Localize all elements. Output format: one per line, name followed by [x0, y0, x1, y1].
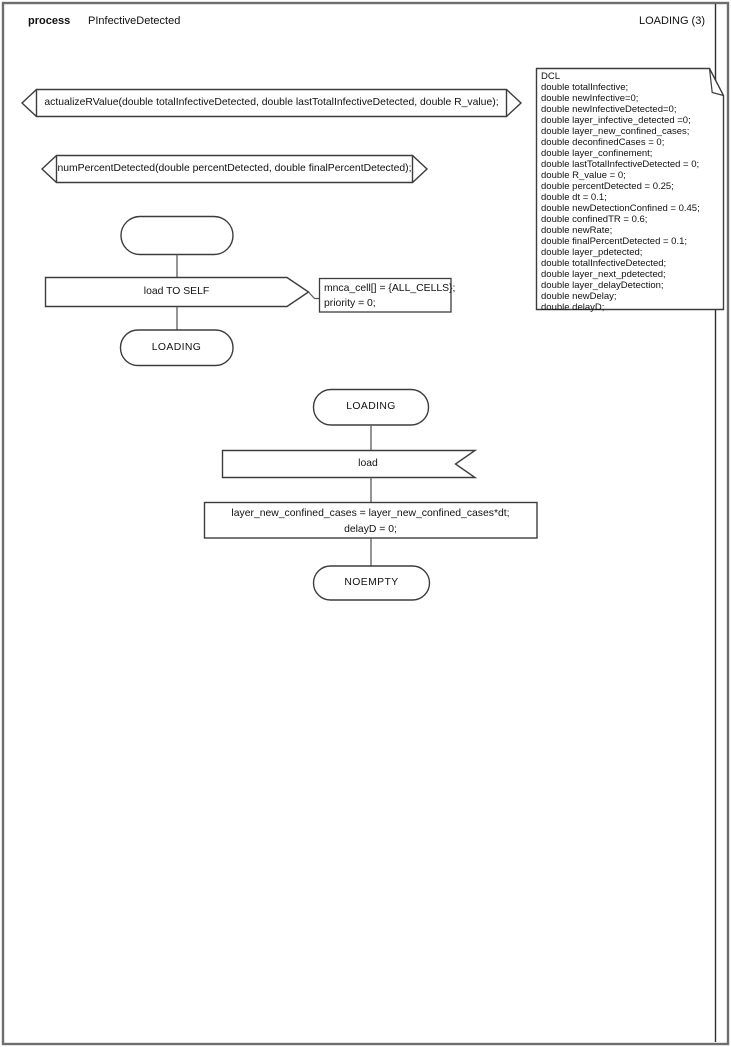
task-line: layer_new_confined_cases = layer_new_confined_cases*dt; — [231, 508, 510, 519]
dcl-line: double totalInfective; — [541, 82, 629, 93]
dcl-line: double dt = 0.1; — [541, 192, 607, 203]
nextstate-label: NOEMPTY — [344, 577, 399, 588]
start-state-symbol[interactable] — [121, 217, 233, 255]
dcl-line: double layer_new_confined_cases; — [541, 126, 690, 137]
dcl-line: double layer_delayDetection; — [541, 280, 664, 291]
dcl-line: double totalInfectiveDetected; — [541, 258, 667, 269]
output-label: load TO SELF — [143, 286, 210, 297]
dcl-line: double finalPercentDetected = 0.1; — [541, 236, 688, 247]
dcl-line: DCL — [541, 71, 561, 82]
process-name: PInfectiveDetected — [88, 15, 181, 27]
dcl-line: double newRate; — [541, 225, 613, 236]
dcl-line: double newDelay; — [541, 291, 617, 302]
dcl-line: double R_value = 0; — [541, 170, 626, 181]
task-line: delayD = 0; — [344, 523, 397, 535]
dcl-line: double newInfective=0; — [541, 93, 639, 104]
comment-line: priority = 0; — [324, 298, 376, 309]
procedure-label: actualizeRValue(double totalInfectiveDetected, double lastTotalInfectiveDetected, double R_value); — [44, 96, 499, 108]
dcl-line: double layer_infective_detected =0; — [541, 115, 691, 126]
dcl-line: double deconfinedCases = 0; — [541, 137, 665, 148]
dcl-line: double layer_next_pdetected; — [541, 269, 666, 280]
dcl-line: double layer_confinement; — [541, 148, 653, 159]
process-keyword: process — [28, 15, 71, 27]
dcl-line: double lastTotalInfectiveDetected = 0; — [541, 159, 700, 170]
task-text — [204, 506, 537, 537]
dcl-line: double newDetectionConfined = 0.45; — [541, 203, 700, 214]
dcl-line: double layer_pdetected; — [541, 247, 643, 258]
dcl-line: double delayD; — [541, 302, 605, 313]
comment-text — [324, 281, 455, 311]
state-label: LOADING — [346, 401, 396, 412]
dcl-line: double newInfectiveDetected=0; — [541, 104, 677, 115]
dcl-text-block — [541, 71, 713, 313]
page-reference: LOADING (3) — [638, 15, 705, 27]
nextstate-label: LOADING — [151, 341, 202, 353]
comment-line: mnca_cell[] = {ALL_CELLS}; — [324, 283, 456, 294]
input-label: load — [358, 458, 378, 469]
dcl-line: double percentDetected = 0.25; — [541, 181, 674, 192]
procedure-label: numPercentDetected(double percentDetected, double finalPercentDetected); — [57, 162, 412, 174]
dcl-line: double confinedTR = 0.6; — [541, 214, 648, 225]
